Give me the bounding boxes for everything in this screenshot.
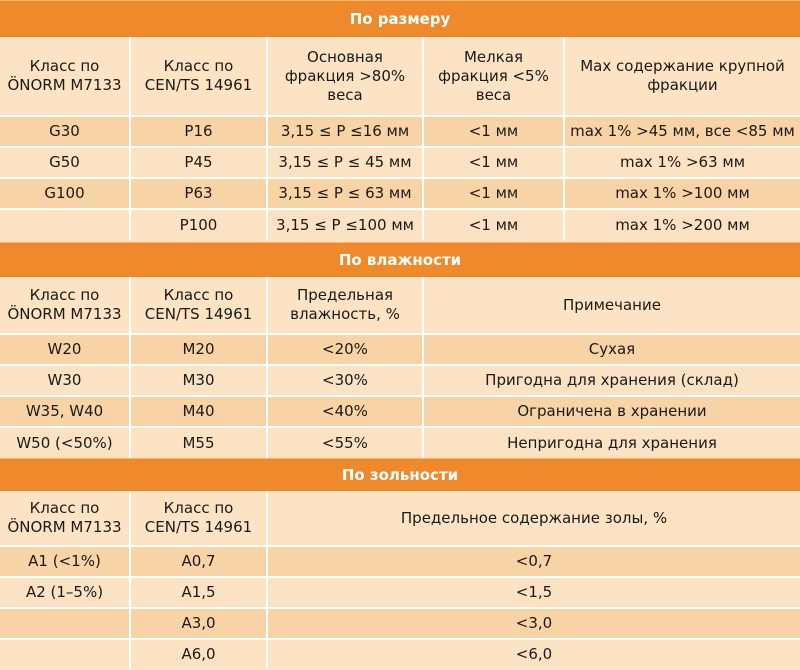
size-main-cell: 3,15 ≤ P ≤ 45 мм — [267, 147, 423, 178]
size-cen-cell: P16 — [130, 116, 267, 147]
size-fine-cell: <1 мм — [423, 209, 564, 240]
moisture-limit-cell: <20% — [267, 334, 423, 365]
moisture-note-cell: Сухая — [423, 334, 800, 365]
ash-header-onorm: Класс по ÖNORM M7133 — [0, 491, 130, 546]
section-title-moisture-text: По влажности — [338, 251, 462, 269]
moisture-header-cen: Класс по CEN/TS 14961 — [130, 277, 267, 334]
moisture-onorm-cell: W30 — [0, 365, 130, 396]
size-cen-cell: P63 — [130, 178, 267, 209]
size-onorm-cell: G100 — [0, 178, 130, 209]
size-onorm-cell: G30 — [0, 116, 130, 147]
size-header-main-fraction: Основная фракция >80% веса — [267, 37, 423, 116]
size-coarse-cell: max 1% >200 мм — [564, 209, 800, 240]
size-onorm-cell — [0, 209, 130, 240]
table-row — [0, 178, 800, 209]
table-row — [0, 209, 800, 240]
moisture-header-note: Примечание — [423, 277, 800, 334]
table-row — [0, 396, 800, 427]
size-main-cell: 3,15 ≤ P ≤ 63 мм — [267, 178, 423, 209]
size-onorm-cell: G50 — [0, 147, 130, 178]
size-fine-cell: <1 мм — [423, 116, 564, 147]
section-title-size-text: По размеру — [349, 10, 451, 28]
moisture-limit-cell: <40% — [267, 396, 423, 427]
moisture-onorm-cell: W35, W40 — [0, 396, 130, 427]
moisture-header-row — [0, 277, 800, 334]
size-header-fine-fraction: Мелкая фракция <5% веса — [423, 37, 564, 116]
moisture-limit-cell: <30% — [267, 365, 423, 396]
size-table — [0, 37, 800, 240]
ash-onorm-cell — [0, 608, 130, 639]
size-cen-cell: P100 — [130, 209, 267, 240]
moisture-cen-cell: M55 — [130, 427, 267, 458]
table-row — [0, 577, 800, 608]
ash-onorm-cell: A1 (<1%) — [0, 546, 130, 577]
ash-header-row — [0, 491, 800, 546]
ash-onorm-cell — [0, 639, 130, 668]
section-title-size — [0, 0, 800, 38]
ash-cen-cell: A1,5 — [130, 577, 267, 608]
ash-limit-cell: <1,5 — [267, 577, 800, 608]
size-main-cell: 3,15 ≤ P ≤100 мм — [267, 209, 423, 240]
moisture-table — [0, 277, 800, 458]
moisture-header-onorm: Класс по ÖNORM M7133 — [0, 277, 130, 334]
moisture-onorm-cell: W50 (<50%) — [0, 427, 130, 458]
size-main-cell: 3,15 ≤ P ≤16 мм — [267, 116, 423, 147]
moisture-note-cell: Пригодна для хранения (склад) — [423, 365, 800, 396]
ash-header-limit: Предельное содержание золы, % — [267, 491, 800, 546]
ash-header-cen: Класс по CEN/TS 14961 — [130, 491, 267, 546]
table-row — [0, 147, 800, 178]
size-header-onorm: Класс по ÖNORM M7133 — [0, 37, 130, 116]
ash-limit-cell: <6,0 — [267, 639, 800, 668]
moisture-onorm-cell: W20 — [0, 334, 130, 365]
size-coarse-cell: max 1% >63 мм — [564, 147, 800, 178]
ash-limit-cell: <0,7 — [267, 546, 800, 577]
moisture-limit-cell: <55% — [267, 427, 423, 458]
table-row — [0, 546, 800, 577]
table-row — [0, 427, 800, 458]
moisture-cen-cell: M20 — [130, 334, 267, 365]
size-fine-cell: <1 мм — [423, 178, 564, 209]
table-row — [0, 365, 800, 396]
moisture-cen-cell: M30 — [130, 365, 267, 396]
table-row — [0, 334, 800, 365]
section-title-ash-text: По зольности — [341, 466, 459, 484]
section-title-moisture — [0, 242, 800, 278]
table-row — [0, 116, 800, 147]
section-title-ash — [0, 458, 800, 492]
size-header-row — [0, 37, 800, 116]
ash-table — [0, 491, 800, 668]
moisture-note-cell: Ограничена в хранении — [423, 396, 800, 427]
size-fine-cell: <1 мм — [423, 147, 564, 178]
ash-onorm-cell: A2 (1–5%) — [0, 577, 130, 608]
moisture-header-limit: Предельная влажность, % — [267, 277, 423, 334]
ash-limit-cell: <3,0 — [267, 608, 800, 639]
ash-cen-cell: A0,7 — [130, 546, 267, 577]
moisture-note-cell: Непригодна для хранения — [423, 427, 800, 458]
size-cen-cell: P45 — [130, 147, 267, 178]
size-header-cen: Класс по CEN/TS 14961 — [130, 37, 267, 116]
size-header-coarse-max: Max содержание крупной фракции — [564, 37, 800, 116]
table-row — [0, 639, 800, 668]
size-coarse-cell: max 1% >100 мм — [564, 178, 800, 209]
table-row — [0, 608, 800, 639]
size-coarse-cell: max 1% >45 мм, все <85 мм — [564, 116, 800, 147]
ash-cen-cell: A3,0 — [130, 608, 267, 639]
ash-cen-cell: A6,0 — [130, 639, 267, 668]
moisture-cen-cell: M40 — [130, 396, 267, 427]
